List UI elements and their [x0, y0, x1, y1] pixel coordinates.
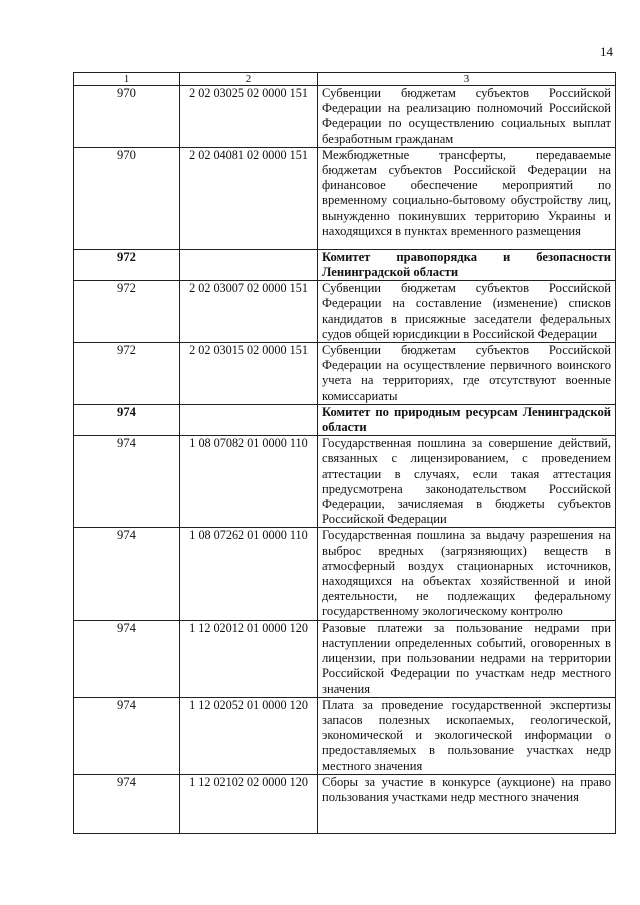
- table-section-row: [74, 249, 616, 280]
- admin-code-cell: 972: [74, 249, 180, 280]
- revenue-code-cell: 2 02 03025 02 0000 151: [180, 86, 318, 148]
- admin-code-cell: 974: [74, 774, 180, 833]
- table-row: [74, 528, 616, 620]
- admin-code-cell: 970: [74, 147, 180, 249]
- revenue-code-cell: 1 12 02012 01 0000 120: [180, 620, 318, 697]
- revenue-code-cell: 2 02 03015 02 0000 151: [180, 343, 318, 405]
- description-cell: Субвенции бюджетам субъектов Российской Федерации на составление (изменение) списков кандидатов в присяжные заседатели федеральных судов общей юрисдикции в Российской Федерации: [318, 281, 616, 343]
- description-cell: Комитет по природным ресурсам Ленинградской области: [318, 404, 616, 435]
- description-cell: Государственная пошлина за совершение действий, связанных с лицензированием, с проведением аттестации в случаях, если такая аттестация предусмотрена законодательством Российской Федерации, зачисляемая в бюджеты субъектов Российской Федерации: [318, 436, 616, 528]
- description-cell: Межбюджетные трансферты, передаваемые бюджетам субъектов Российской Федерации на финансовое обеспечение мероприятий по временному социально-бытовому обустройству лиц, вынужденно покинувших территорию Украины и находящихся в пунктах временного размещения: [318, 147, 616, 249]
- revenue-code-cell: 2 02 03007 02 0000 151: [180, 281, 318, 343]
- revenue-code-cell: 1 08 07082 01 0000 110: [180, 436, 318, 528]
- page-number: 14: [600, 44, 613, 59]
- header-col-3: 3: [318, 73, 616, 86]
- table-row: [74, 436, 616, 528]
- table-row: [74, 86, 616, 148]
- revenue-classification-table: [73, 72, 616, 834]
- table-row: [74, 774, 616, 833]
- admin-code-cell: 972: [74, 281, 180, 343]
- header-col-2: 2: [180, 73, 318, 86]
- admin-code-cell: 974: [74, 436, 180, 528]
- table-row: [74, 697, 616, 774]
- revenue-code-cell: [180, 404, 318, 435]
- description-cell: Разовые платежи за пользование недрами при наступлении определенных событий, оговоренных в лицензии, при пользовании недрами на территории Российской Федерации по участкам недр местного значения: [318, 620, 616, 697]
- description-cell: Государственная пошлина за выдачу разрешения на выброс вредных (загрязняющих) веществ в атмосферный воздух стационарных источников, находящихся на объектах хозяйственной и иной деятельности, не подлежащих федеральному государственному экологическому контролю: [318, 528, 616, 620]
- description-cell: Комитет правопорядка и безопасности Ленинградской области: [318, 249, 616, 280]
- description-cell: Субвенции бюджетам субъектов Российской Федерации на осуществление первичного воинского учета на территориях, где отсутствуют военные комиссариаты: [318, 343, 616, 405]
- admin-code-cell: 974: [74, 404, 180, 435]
- revenue-code-cell: 1 12 02102 02 0000 120: [180, 774, 318, 833]
- header-col-1: 1: [74, 73, 180, 86]
- admin-code-cell: 972: [74, 343, 180, 405]
- description-cell: Сборы за участие в конкурсе (аукционе) на право пользования участками недр местного значения: [318, 774, 616, 833]
- table-row: [74, 281, 616, 343]
- admin-code-cell: 974: [74, 620, 180, 697]
- table-row: [74, 343, 616, 405]
- table-section-row: [74, 404, 616, 435]
- revenue-code-cell: [180, 249, 318, 280]
- admin-code-cell: 974: [74, 528, 180, 620]
- revenue-code-cell: 2 02 04081 02 0000 151: [180, 147, 318, 249]
- revenue-code-cell: 1 08 07262 01 0000 110: [180, 528, 318, 620]
- table-row: [74, 147, 616, 249]
- admin-code-cell: 974: [74, 697, 180, 774]
- admin-code-cell: 970: [74, 86, 180, 148]
- revenue-code-cell: 1 12 02052 01 0000 120: [180, 697, 318, 774]
- description-cell: Плата за проведение государственной экспертизы запасов полезных ископаемых, геологической, экономической и экологической информации о предоставляемых в пользование участках недр местного значения: [318, 697, 616, 774]
- table-row: [74, 620, 616, 697]
- description-cell: Субвенции бюджетам субъектов Российской Федерации на реализацию полномочий Российской Федерации по осуществлению социальных выплат безработным гражданам: [318, 86, 616, 148]
- table-header-row: [74, 73, 616, 86]
